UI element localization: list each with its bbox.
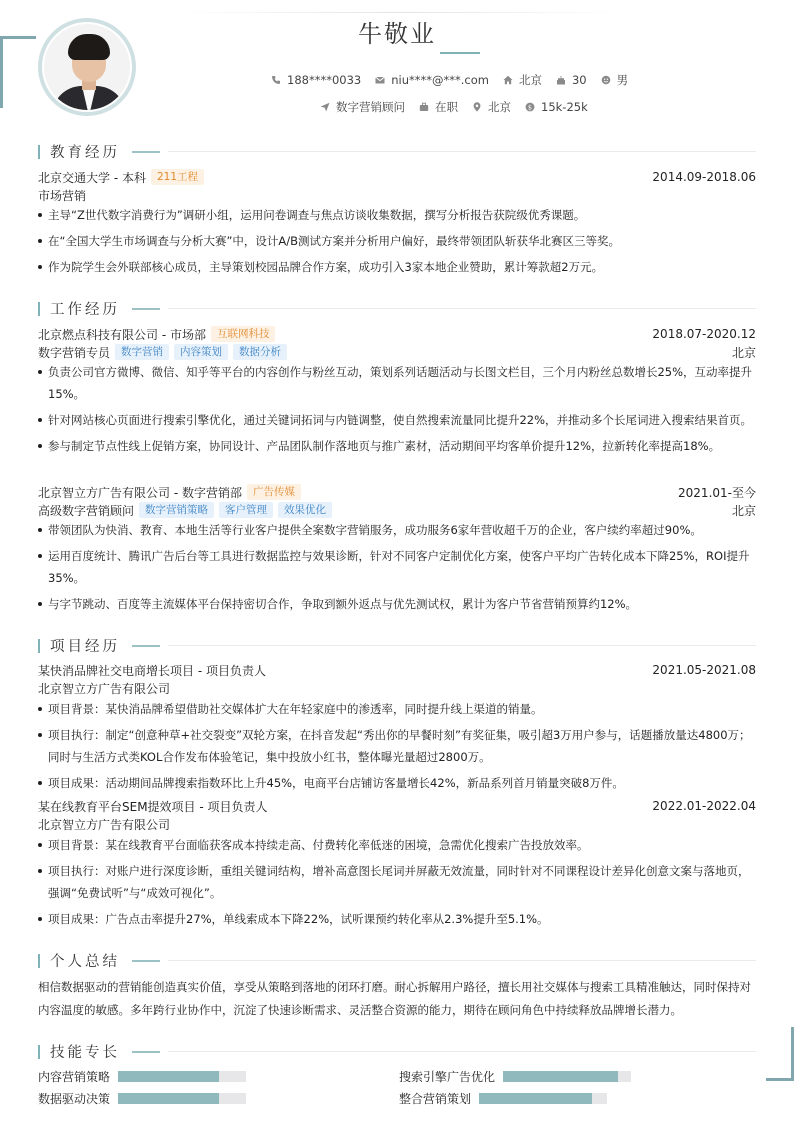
- education-period: 2014.09-2018.06: [652, 170, 756, 184]
- skill-item: [38, 1090, 246, 1107]
- skill-label: 整合营销策划: [399, 1092, 472, 1106]
- education-header: [38, 168, 756, 186]
- job-intention-row: [0, 99, 794, 115]
- skill-tag: 数据分析: [233, 344, 287, 360]
- list-item: 运用百度统计、腾讯广告后台等工具进行数据监控与效果诊断，针对不同客户定制优化方案，使客户平均广告转化成本下降25%，ROI提升35%。: [38, 545, 758, 589]
- job-target-info: [320, 99, 405, 115]
- skill-item: [399, 1068, 631, 1085]
- skill-tag: 效果优化: [278, 502, 332, 518]
- skill-item: [399, 1090, 607, 1107]
- project-name: 某在线教育平台SEM提效项目 - 项目负责人: [38, 799, 268, 814]
- skill-tag: 数字营销策略: [139, 502, 214, 518]
- send-icon: [320, 102, 330, 112]
- briefcase-icon: [419, 102, 429, 112]
- gender-text: 男: [616, 73, 629, 87]
- candidate-name: 牛敬业: [358, 20, 436, 48]
- skill-label: 数据驱动决策: [38, 1092, 111, 1106]
- list-item: 与字节跳动、百度等主流媒体平台保持密切合作，争取到额外返点与优先测试权，累计为客户节省营销预算约12%。: [38, 593, 758, 615]
- work-2-header: [38, 483, 756, 501]
- school-tag: 211工程: [151, 169, 204, 185]
- skill-tag: 数字营销: [115, 344, 169, 360]
- city-text: 北京: [518, 73, 542, 87]
- list-item: 主导“Z世代数字消费行为”调研小组，运用问卷调查与焦点访谈收集数据，撰写分析报告获院级优秀课题。: [38, 204, 758, 226]
- skill-bar-track: [118, 1071, 246, 1082]
- skill-bar-fill: [118, 1071, 219, 1082]
- gender-info: [601, 72, 629, 88]
- phone-info: [271, 72, 361, 88]
- list-item: 项目成果：广告点击率提升27%，单线索成本下降22%，试听课预约转化率从2.3%提升至5.1%。: [38, 908, 758, 930]
- list-item: 项目执行：制定“创意种草+社交裂变”双轮方案，在抖音发起“秀出你的早餐时刻”有奖征集，吸引超3万用户参与，话题播放量达4800万；同时与生活方式类KOL合作发布体验笔记，集中投放小红书，整体曝光量超过2800万。: [38, 724, 758, 768]
- age-text: 30: [571, 73, 587, 87]
- job-title: 数字营销专员: [38, 345, 111, 360]
- email-info: [375, 72, 489, 88]
- section-title-text: 工作经历: [50, 302, 120, 318]
- section-projects-title: [38, 635, 756, 656]
- industry-tag: 广告传媒: [247, 484, 301, 500]
- status-info: [419, 99, 458, 115]
- salary-text: 15k-25k: [541, 100, 588, 114]
- corner-decoration-bottom-right: [766, 1027, 794, 1081]
- target-city-text: 北京: [488, 100, 511, 114]
- industry-tag: 互联网科技: [211, 326, 276, 342]
- list-item: 带领团队为快消、教育、本地生活等行业客户提供全案数字营销服务，成功服务6家年营收超千万的企业，客户续约率超过90%。: [38, 519, 758, 541]
- project-company: 北京智立方广告有限公司: [38, 818, 171, 832]
- education-bullets: [38, 204, 758, 282]
- section-skills-title: [38, 1041, 756, 1062]
- list-item: 负责公司官方微博、微信、知乎等平台的内容创作与粉丝互动，策划系列话题活动与长图文栏目，三个月内粉丝总数增长25%，互动率提升15%。: [38, 361, 758, 405]
- summary-text: 相信数据驱动的营销能创造真实价值，享受从策略到落地的闭环打磨。耐心拆解用户路径，擅长用社交媒体与搜索工具精准触达，同时保持对内容温度的敏感。多年跨行业协作中，沉淀了快速诊断需求、灵活整合资源的能力，期待在顾问角色中持续释放品牌增长潜力。: [38, 980, 751, 1017]
- skill-bar-fill: [118, 1093, 219, 1104]
- location-icon: [472, 102, 482, 112]
- skill-bar-fill: [479, 1093, 592, 1104]
- mail-icon: [375, 75, 385, 85]
- list-item: 项目成果：活动期间品牌搜索指数环比上升45%，电商平台店铺访客量增长42%，新品系列首月销量突破8万件。: [38, 772, 758, 794]
- skill-tag: 内容策划: [174, 344, 228, 360]
- work-2-bullets: [38, 519, 758, 619]
- company-name: 北京燃点科技有限公司 - 市场部: [38, 327, 206, 342]
- section-summary-title: [38, 950, 756, 971]
- project-2-bullets: [38, 834, 758, 934]
- work-1-bullets: [38, 361, 758, 461]
- phone-icon: [271, 75, 281, 85]
- cake-icon: [556, 75, 566, 85]
- work-period: 2021.01-至今: [678, 485, 756, 500]
- svg-text:$: $: [527, 103, 533, 112]
- list-item: 参与制定节点性线上促销方案，协同设计、产品团队制作落地页与推广素材，活动期间平均客单价提升12%，拉新转化率提高18%。: [38, 435, 758, 457]
- home-icon: [503, 75, 513, 85]
- project-2-header: [38, 797, 756, 815]
- section-title-text: 项目经历: [50, 639, 120, 655]
- project-name: 某快消品牌社交电商增长项目 - 项目负责人: [38, 663, 266, 678]
- list-item: 项目背景：某快消品牌希望借助社交媒体扩大在年轻家庭中的渗透率，同时提升线上渠道的销量。: [38, 698, 758, 720]
- list-item: 在“全国大学生市场调查与分析大赛”中，设计A/B测试方案并分析用户偏好，最终带领团队斩获华北赛区三等奖。: [38, 230, 758, 252]
- top-divider: [180, 12, 620, 13]
- list-item: 项目背景：某在线教育平台面临获客成本持续走高、付费转化率低迷的困境，急需优化搜索广告投放效率。: [38, 834, 758, 856]
- target-city-info: [472, 99, 511, 115]
- education-major: 市场营销: [38, 189, 87, 203]
- contact-row: [125, 72, 794, 88]
- skill-item: [38, 1068, 246, 1085]
- list-item: 项目执行：对账户进行深度诊断，重组关键词结构，增补高意图长尾词并屏蔽无效流量，同时针对不同课程设计差异化创意文案与落地页，强调“免费试听”与“成效可视化”。: [38, 860, 758, 904]
- work-city: 北京: [731, 503, 756, 518]
- salary-info: [525, 99, 588, 115]
- work-period: 2018.07-2020.12: [652, 327, 756, 341]
- section-title-text: 技能专长: [50, 1045, 120, 1061]
- list-item: 针对网站核心页面进行搜索引擎优化，通过关键词拓词与内链调整，使自然搜索流量同比提升22%，并推动多个长尾词进入搜索结果首页。: [38, 409, 758, 431]
- age-info: [556, 72, 587, 88]
- work-1-role: [38, 343, 756, 361]
- project-1-header: [38, 661, 756, 679]
- skill-bar-track: [503, 1071, 631, 1082]
- name-underline: [440, 52, 480, 54]
- skill-label: 内容营销策略: [38, 1070, 111, 1084]
- work-1-header: [38, 325, 756, 343]
- money-icon: [525, 102, 535, 112]
- status-text: 在职: [435, 100, 458, 114]
- project-period: 2021.05-2021.08: [652, 663, 756, 677]
- section-work-title: [38, 298, 756, 319]
- section-title-text: 教育经历: [50, 145, 120, 161]
- list-item: 作为院学生会外联部核心成员，主导策划校园品牌合作方案，成功引入3家本地企业赞助，累计筹款超2万元。: [38, 256, 758, 278]
- section-title-text: 个人总结: [50, 954, 120, 970]
- project-company: 北京智立方广告有限公司: [38, 682, 171, 696]
- school-name: 北京交通大学 - 本科: [38, 170, 146, 185]
- email-text: niu****@***.com: [391, 73, 489, 87]
- phone-text: 188****0033: [287, 73, 362, 87]
- city-info: [503, 72, 542, 88]
- work-2-role: [38, 501, 756, 519]
- job-target-text: 数字营销顾问: [336, 100, 405, 114]
- skill-bar-track: [118, 1093, 246, 1104]
- project-period: 2022.01-2022.04: [652, 799, 756, 813]
- company-name: 北京智立方广告有限公司 - 数字营销部: [38, 485, 242, 500]
- section-education-title: [38, 141, 756, 162]
- project-1-bullets: [38, 698, 758, 798]
- skill-tag: 客户管理: [219, 502, 273, 518]
- skill-bar-track: [479, 1093, 607, 1104]
- work-city: 北京: [731, 345, 756, 360]
- skill-label: 搜索引擎广告优化: [399, 1070, 496, 1084]
- gender-icon: [601, 75, 611, 85]
- job-title: 高级数字营销顾问: [38, 503, 135, 518]
- skill-bar-fill: [503, 1071, 618, 1082]
